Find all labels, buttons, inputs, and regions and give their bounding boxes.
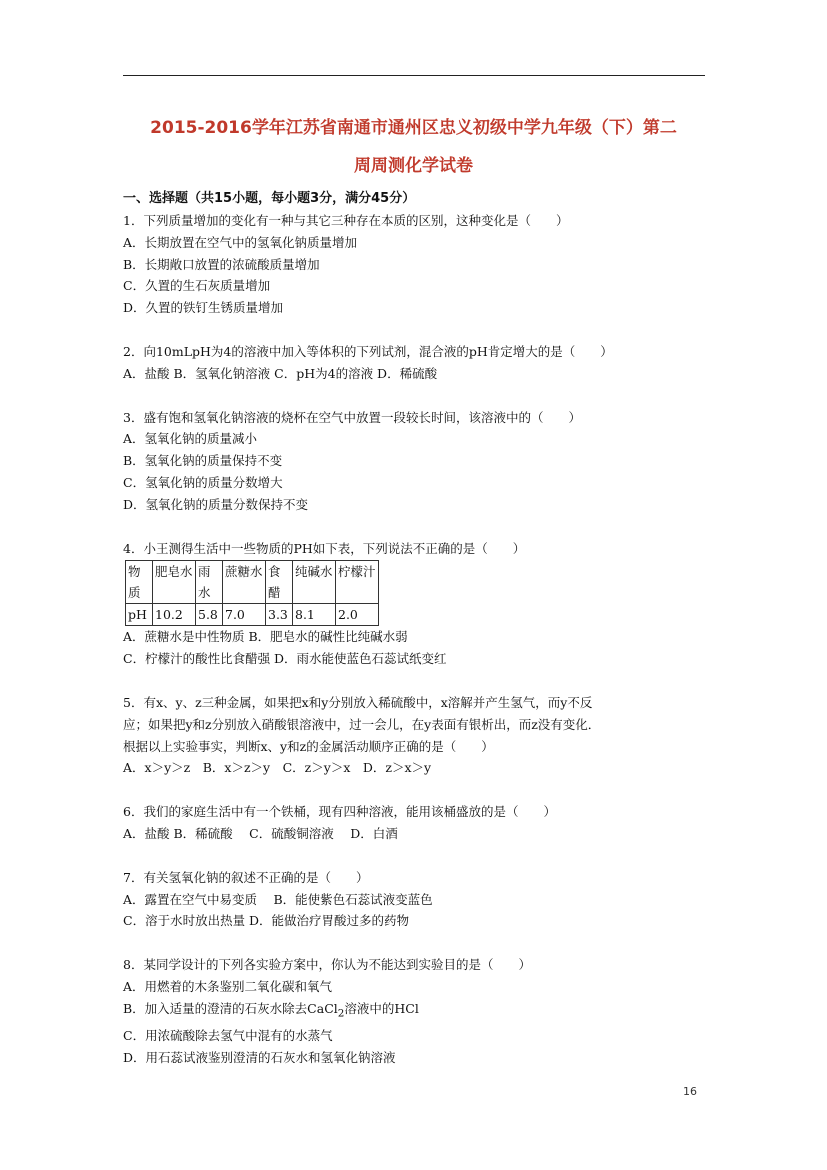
question-2	[123, 341, 723, 385]
question-7-options-ab: A．露置在空气中易变质 B．能使紫色石蕊试液变蓝色	[123, 891, 433, 907]
page-number: 16	[683, 1085, 697, 1098]
question-3-option-a: A．氢氧化钠的质量减小	[123, 431, 258, 447]
question-3-option-c: C．氢氧化钠的质量分数增大	[123, 474, 283, 490]
question-7-stem: 7．有关氢氧化钠的叙述不正确的是（ ）	[123, 869, 369, 885]
ph-table-header-row	[126, 561, 379, 604]
question-7-options-cd: C．溶于水时放出热量 D．能做治疗胃酸过多的药物	[123, 913, 410, 929]
question-8-stem: 8．某同学设计的下列各实验方案中，你认为不能达到实验目的是（ ）	[123, 957, 531, 973]
table-cell: 3.3	[266, 604, 293, 626]
subscript-2: 2	[337, 1007, 345, 1020]
question-1-option-c: C．久置的生石灰质量增加	[123, 278, 271, 294]
question-5-stem-line2: 应；如果把y和z分别放入硝酸银溶液中，过一会儿，在y表面有银析出，而z没有变化．	[123, 716, 601, 732]
ph-table	[125, 560, 379, 626]
table-cell: 雨水	[196, 561, 223, 604]
table-cell: 2.0	[336, 604, 379, 626]
question-8-option-b	[123, 998, 723, 1025]
question-4-stem: 4．小王测得生活中一些物质的PH如下表，下列说法不正确的是（ ）	[123, 540, 526, 556]
question-4-options-ab: A．蔗糖水是中性物质 B．肥皂水的碱性比纯碱水弱	[123, 629, 408, 645]
question-6-options: A．盐酸 B．稀硫酸 C．硫酸铜溶液 D．白酒	[123, 825, 398, 841]
question-4-options-cd: C．柠檬汁的酸性比食醋强 D．雨水能使蓝色石蕊试纸变红	[123, 651, 447, 667]
question-5-stem-line3: 根据以上实验事实，判断x、y和z的金属活动顺序正确的是（ ）	[123, 738, 494, 754]
table-cell: 10.2	[153, 604, 196, 626]
question-1	[123, 210, 723, 319]
question-6	[123, 801, 723, 845]
exam-title-line2: 周周测化学试卷	[354, 156, 473, 176]
option-b-text: B．加入适量的澄清的石灰水除去CaCl	[123, 1000, 338, 1016]
question-3-option-d: D．氢氧化钠的质量分数保持不变	[123, 496, 309, 512]
question-1-option-b: B．长期敞口放置的浓硫酸质量增加	[123, 256, 320, 272]
table-cell: 蔗糖水	[223, 561, 266, 604]
table-cell: 肥皂水	[153, 561, 196, 604]
question-8-option-c: C．用浓硫酸除去氢气中混有的水蒸气	[123, 1028, 333, 1044]
table-cell: 纯碱水	[293, 561, 336, 604]
question-1-option-a: A．长期放置在空气中的氢氧化钠质量增加	[123, 234, 358, 250]
question-5-options: A．x＞y＞z B．x＞z＞y C．z＞y＞x D．z＞x＞y	[123, 760, 432, 776]
question-1-stem: 1．下列质量增加的变化有一种与其它三种存在本质的区别，这种变化是（ ）	[123, 213, 569, 228]
question-3-option-b: B．氢氧化钠的质量保持不变	[123, 453, 283, 469]
table-cell: pH	[126, 604, 153, 626]
question-5-stem-line1: 5．有x、y、z三种金属，如果把x和y分别放入稀硫酸中，x溶解并产生氢气，而y不反	[123, 694, 593, 710]
question-5	[123, 692, 723, 779]
question-8	[123, 954, 723, 1068]
table-cell: 物质	[126, 561, 153, 604]
question-content	[123, 188, 723, 1069]
table-cell: 5.8	[196, 604, 223, 626]
question-8-option-d: D．用石蕊试液鉴别澄清的石灰水和氢氧化钠溶液	[123, 1049, 396, 1065]
table-cell: 8.1	[293, 604, 336, 626]
question-4	[123, 538, 723, 670]
exam-title-line1: 2015-2016学年江苏省南通市通州区忠义初级中学九年级（下）第二	[150, 118, 677, 138]
ph-table-value-row	[126, 604, 379, 626]
table-cell: 食醋	[266, 561, 293, 604]
question-3-stem: 3．盛有饱和氢氧化钠溶液的烧杯在空气中放置一段较长时间，该溶液中的（ ）	[123, 409, 581, 425]
question-2-options: A．盐酸 B．氢氧化钠溶液 C．pH为4的溶液 D．稀硫酸	[123, 365, 438, 381]
table-cell: 7.0	[223, 604, 266, 626]
question-7	[123, 867, 723, 932]
question-8-option-a: A．用燃着的木条鉴别二氧化碳和氧气	[123, 978, 333, 994]
question-6-stem: 6．我们的家庭生活中有一个铁桶，现有四种溶液，能用该桶盛放的是（ ）	[123, 804, 556, 820]
header-rule	[123, 75, 705, 76]
section-heading: 一、选择题（共15小题，每小题3分，满分45分）	[123, 191, 416, 206]
question-3	[123, 407, 723, 516]
question-1-option-d: D．久置的铁钉生锈质量增加	[123, 300, 284, 316]
table-cell: 柠檬汁	[336, 561, 379, 604]
question-2-stem: 2．向10mLpH为4的溶液中加入等体积的下列试剂，混合液的pH肯定增大的是（ ）	[123, 343, 613, 359]
option-b-text-end: 溶液中的HCl	[344, 1000, 419, 1016]
